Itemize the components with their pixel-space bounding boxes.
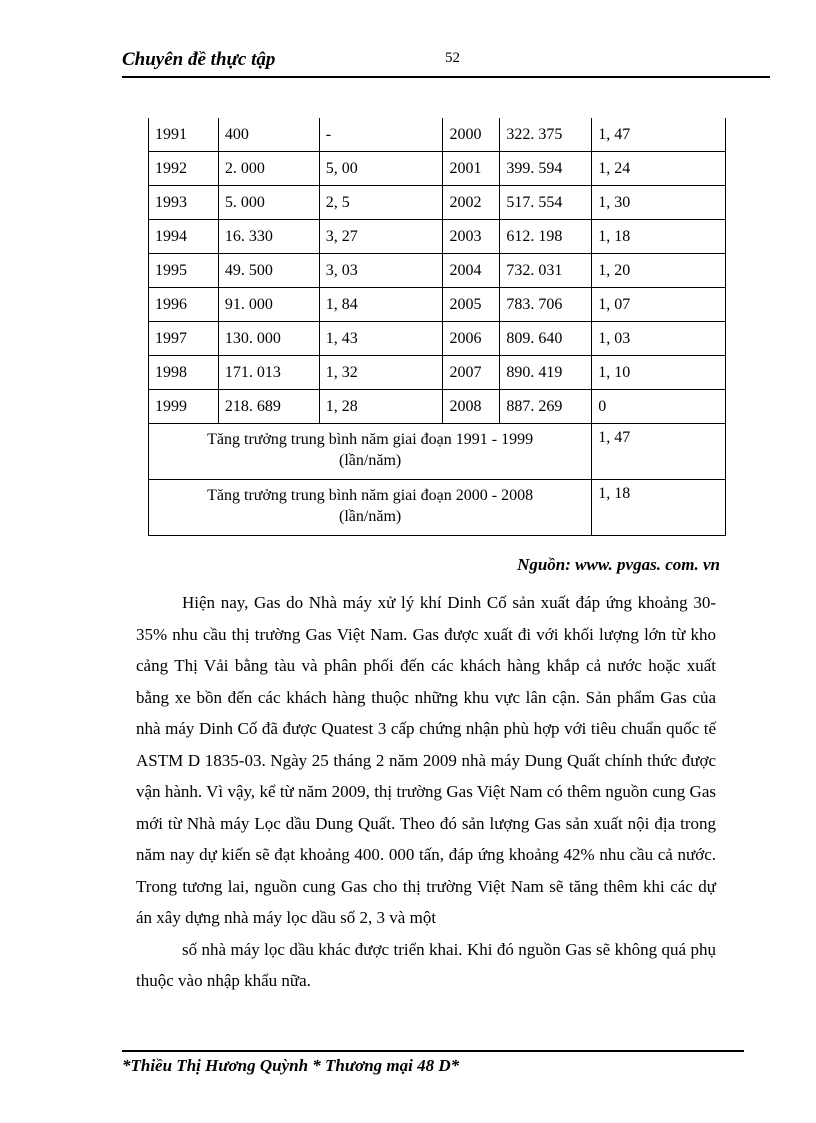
paragraph: số nhà máy lọc dầu khác được triển khai. Khi đó nguồn Gas sẽ không quá phụ thuộc vào nhập khẩu nữa. (136, 939, 716, 990)
source-citation: Nguồn: www. pvgas. com. vn (517, 555, 720, 574)
header-title: Chuyên đề thực tập (122, 49, 276, 70)
table-cell: 1, 10 (592, 356, 726, 390)
gas-volume-table (148, 118, 726, 536)
table-cell: 5, 00 (319, 152, 443, 186)
table-cell: 612. 198 (500, 220, 592, 254)
table-cell: 1, 20 (592, 254, 726, 288)
table-cell: 1991 (149, 118, 219, 152)
table-cell: 1994 (149, 220, 219, 254)
table-cell: 2, 5 (319, 186, 443, 220)
summary-value: 1, 18 (592, 480, 726, 536)
table-row (149, 288, 726, 322)
table-cell: 2004 (443, 254, 500, 288)
table-cell: 1, 24 (592, 152, 726, 186)
table-cell: 1, 32 (319, 356, 443, 390)
table-cell: 783. 706 (500, 288, 592, 322)
table-cell: 1, 84 (319, 288, 443, 322)
table-cell: - (319, 118, 443, 152)
summary-label-cell (149, 480, 592, 536)
table-row (149, 322, 726, 356)
table-cell: 1996 (149, 288, 219, 322)
table-cell: 1, 30 (592, 186, 726, 220)
table-row (149, 220, 726, 254)
page-footer (122, 1050, 744, 1075)
table-cell: 3, 27 (319, 220, 443, 254)
table-cell: 322. 375 (500, 118, 592, 152)
table-cell: 1, 28 (319, 390, 443, 424)
table-row (149, 118, 726, 152)
table-cell: 887. 269 (500, 390, 592, 424)
table-cell: 3, 03 (319, 254, 443, 288)
table-cell: 2003 (443, 220, 500, 254)
page-number: 52 (445, 50, 460, 66)
table-cell: 0 (592, 390, 726, 424)
footer-author: *Thiều Thị Hương Quỳnh * Thương mại 48 D* (122, 1056, 460, 1075)
table-cell: 1995 (149, 254, 219, 288)
body-text (136, 587, 716, 997)
table-cell: 2007 (443, 356, 500, 390)
table-row (149, 390, 726, 424)
summary-label: Tăng trưởng trung bình năm giai đoạn 2000 - 2008 (207, 487, 534, 504)
table-cell: 218. 689 (218, 390, 319, 424)
table-row (149, 254, 726, 288)
table-cell: 1998 (149, 356, 219, 390)
table-cell: 732. 031 (500, 254, 592, 288)
table-cell: 2008 (443, 390, 500, 424)
table-cell: 2. 000 (218, 152, 319, 186)
table-cell: 171. 013 (218, 356, 319, 390)
table-body (149, 118, 726, 536)
table-row (149, 152, 726, 186)
summary-unit: (lần/năm) (339, 508, 402, 525)
table-cell: 2006 (443, 322, 500, 356)
summary-value: 1, 47 (592, 424, 726, 480)
table-cell: 1999 (149, 390, 219, 424)
table-cell: 400 (218, 118, 319, 152)
summary-label-cell (149, 424, 592, 480)
table-row (149, 356, 726, 390)
table-cell: 1, 43 (319, 322, 443, 356)
table-cell: 1, 07 (592, 288, 726, 322)
table-cell: 2002 (443, 186, 500, 220)
table-cell: 517. 554 (500, 186, 592, 220)
table-cell: 2005 (443, 288, 500, 322)
summary-row (149, 424, 726, 480)
table-cell: 2001 (443, 152, 500, 186)
table-cell: 890. 419 (500, 356, 592, 390)
table-cell: 399. 594 (500, 152, 592, 186)
table-cell: 130. 000 (218, 322, 319, 356)
table-cell: 1, 47 (592, 118, 726, 152)
table-cell: 91. 000 (218, 288, 319, 322)
summary-unit: (lần/năm) (339, 452, 402, 469)
table-cell: 2000 (443, 118, 500, 152)
summary-row (149, 480, 726, 536)
table-cell: 1, 18 (592, 220, 726, 254)
table-cell: 16. 330 (218, 220, 319, 254)
table-cell: 809. 640 (500, 322, 592, 356)
table-cell: 5. 000 (218, 186, 319, 220)
summary-label: Tăng trưởng trung bình năm giai đoạn 1991 - 1999 (207, 431, 534, 448)
table-cell: 1997 (149, 322, 219, 356)
table-cell: 49. 500 (218, 254, 319, 288)
table-cell: 1, 03 (592, 322, 726, 356)
table-cell: 1993 (149, 186, 219, 220)
paragraph: Hiện nay, Gas do Nhà máy xử lý khí Dinh Cố sản xuất đáp ứng khoảng 30- 35% nhu cầu thị trường Gas Việt Nam. Gas được xuất đi với khối lượng lớn từ kho cảng Thị Vải bằng tàu và phân phối đến các khách hàng khắp cả nước hoặc xuất bằng xe bồn đến các khách hàng thuộc những khu vực lân cận. Sản phẩm Gas của nhà máy Dinh Cố đã được Quatest 3 cấp chứng nhận phù hợp với tiêu chuẩn quốc tế ASTM D 1835-03. Ngày 25 tháng 2 năm 2009 nhà máy Dung Quất chính thức được vận hành. Vì vậy, kể từ năm 2009, thị trường Gas Việt Nam có thêm nguồn cung Gas mới từ Nhà máy Lọc dầu Dung Quất. Theo đó sản lượng Gas sản xuất nội địa trong năm nay dự kiến sẽ đạt khoảng 400. 000 tấn, đáp ứng khoảng 42% nhu cầu cả nước. Trong tương lai, nguồn cung Gas cho thị trường Việt Nam sẽ tăng thêm khi các dự án xây dựng nhà máy lọc dầu số 2, 3 và một (136, 593, 716, 927)
table-cell: 1992 (149, 152, 219, 186)
page-header (122, 46, 770, 78)
table-row (149, 186, 726, 220)
